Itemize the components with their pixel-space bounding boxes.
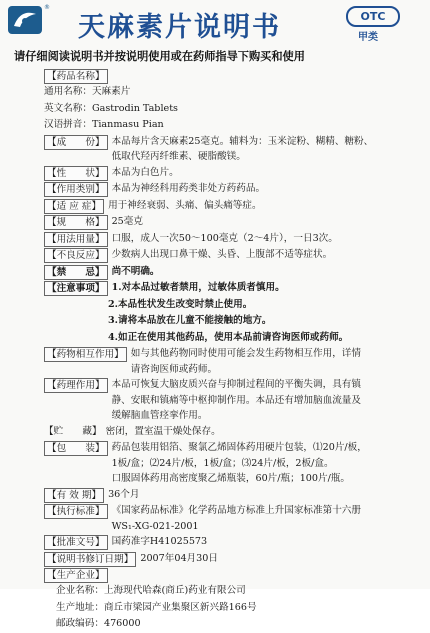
revision-label: 【说明书修订日期】 bbox=[44, 552, 136, 567]
specification-label: 【规 格】 bbox=[44, 215, 108, 230]
validity-label: 【有 效 期】 bbox=[44, 488, 104, 503]
contraindications-row bbox=[44, 264, 420, 281]
manufacturer-row bbox=[44, 567, 420, 583]
pharmacology-line-3: 缓解脑血管痉挛作用。 bbox=[111, 410, 208, 421]
category-label: 【作用类别】 bbox=[44, 182, 108, 197]
standard-value bbox=[108, 503, 420, 534]
ingredients-row bbox=[44, 134, 420, 165]
company-zip-label: 邮政编码： bbox=[56, 618, 104, 629]
package-line-3: 口服固体药用高密度聚乙烯瓶装，60片/瓶；100片/瓶。 bbox=[111, 473, 351, 484]
pharmacology-value bbox=[108, 377, 420, 424]
pinyin-value: Tianmasu Pian bbox=[91, 119, 164, 130]
dosage-row bbox=[44, 231, 420, 248]
validity-value: 36个月 bbox=[108, 488, 140, 500]
interactions-line-1: 如与其他药物同时使用可能会发生药物相互作用，详情 bbox=[130, 348, 361, 359]
precaution-item-1: 1.对本品过敏者禁用，过敏体质者慎用。 bbox=[111, 282, 285, 293]
manufacturer-label: 【生产企业】 bbox=[44, 568, 108, 583]
pinyin-label: 汉语拼音： bbox=[44, 119, 92, 130]
pharmacology-line-1: 本品可恢复大脑皮质兴奋与抑制过程间的平衡失调，具有镇 bbox=[111, 379, 361, 390]
adverse-value: 少数病人出现口鼻干燥、头昏、上腹部不适等症状。 bbox=[111, 249, 333, 260]
precaution-row-4 bbox=[44, 330, 420, 347]
precaution-item-2: 2.本品性状发生改变时禁止使用。 bbox=[108, 298, 253, 310]
company-address-value: 商丘市梁园产业集聚区新兴路166号 bbox=[103, 601, 257, 613]
specification-value: 25毫克 bbox=[111, 216, 143, 227]
standard-row bbox=[44, 503, 420, 534]
company-name-row bbox=[44, 583, 420, 600]
dosage-value: 口服，成人一次50～100毫克（2～4片），一日3次。 bbox=[111, 232, 338, 244]
package-value bbox=[108, 440, 420, 487]
package-row bbox=[44, 440, 420, 487]
standard-label: 【执行标准】 bbox=[44, 504, 108, 519]
spec-table bbox=[44, 68, 420, 633]
interactions-row bbox=[44, 346, 420, 377]
indications-row bbox=[44, 198, 420, 215]
approval-label: 【批准文号】 bbox=[44, 535, 108, 550]
company-address-row bbox=[44, 600, 420, 617]
company-logo bbox=[8, 6, 42, 34]
interactions-label: 【药物相互作用】 bbox=[44, 347, 127, 362]
storage-row bbox=[44, 424, 420, 441]
pharmacology-row bbox=[44, 377, 420, 424]
approval-row bbox=[44, 534, 420, 551]
storage-value: 密闭，置室温干燥处保存。 bbox=[105, 425, 221, 437]
pinyin-row bbox=[44, 117, 420, 134]
otc-category: 甲类 bbox=[358, 32, 378, 43]
appearance-value: 本品为白色片。 bbox=[111, 166, 179, 178]
company-address-label: 生产地址： bbox=[56, 601, 104, 613]
indications-label: 【适 应 症】 bbox=[44, 199, 104, 214]
ingredients-line-2: 低取代羟丙纤维素、硬脂酸镁。 bbox=[111, 151, 246, 162]
ingredients-line-1: 本品每片含天麻素25毫克。辅料为：玉米淀粉、糊精、糖粉、 bbox=[111, 135, 374, 147]
category-row bbox=[44, 181, 420, 198]
package-label: 【包 装】 bbox=[44, 441, 108, 456]
contraindications-label: 【禁 忌】 bbox=[44, 265, 108, 280]
ingredients-value bbox=[108, 134, 420, 165]
section-drug-name bbox=[44, 68, 420, 84]
generic-name-row bbox=[44, 84, 420, 101]
english-name-label: 英文名称： bbox=[44, 102, 92, 114]
company-name-label: 企业名称： bbox=[56, 585, 104, 596]
company-zip-row bbox=[44, 616, 420, 633]
package-line-2: 1板/盒；⑵24片/板，1板/盒；⑶24片/板，2板/盒。 bbox=[111, 457, 334, 469]
specification-row bbox=[44, 214, 420, 231]
precaution-row-2 bbox=[44, 297, 420, 314]
appearance-row bbox=[44, 165, 420, 182]
company-name-value: 上海现代哈森(商丘)药业有限公司 bbox=[103, 585, 246, 596]
category-value: 本品为神经科用药类非处方药药品。 bbox=[111, 183, 266, 194]
package-line-1: 药品包装用铝箔、聚氯乙烯固体药用硬片包装，⑴20片/板， bbox=[111, 442, 367, 453]
precaution-item-3: 3.请将本品放在儿童不能接触的地方。 bbox=[108, 315, 272, 326]
interactions-line-2: 请咨询医师或药师。 bbox=[130, 363, 218, 375]
validity-row bbox=[44, 487, 420, 504]
standard-line-2: WS₁-XG-021-2001 bbox=[111, 520, 199, 532]
standard-line-1: 《国家药品标准》化学药品地方标准上升国家标准第十六册 bbox=[111, 505, 361, 516]
interactions-value bbox=[127, 346, 420, 377]
precautions-label: 【注意事项】 bbox=[44, 281, 108, 296]
adverse-label: 【不良反应】 bbox=[44, 248, 108, 263]
drug-name-label: 【药品名称】 bbox=[44, 69, 108, 84]
indications-value: 用于神经衰弱、头痛、偏头痛等症。 bbox=[108, 199, 262, 211]
pharmacology-line-2: 静、安眠和镇痛等中枢抑制作用。本品还有增加脑血流量及 bbox=[111, 394, 361, 406]
company-zip-value: 476000 bbox=[103, 618, 141, 629]
english-name-value: Gastrodin Tablets bbox=[91, 102, 178, 114]
precautions-row bbox=[44, 280, 420, 297]
approval-value: 国药准字H41025573 bbox=[111, 536, 208, 547]
storage-label: 【贮 藏】 bbox=[44, 425, 102, 437]
document-title: 天麻素片说明书 bbox=[78, 12, 281, 43]
contraindications-value: 尚不明确。 bbox=[111, 265, 160, 277]
dosage-label: 【用法用量】 bbox=[44, 232, 108, 247]
precaution-row-3 bbox=[44, 313, 420, 330]
english-name-row bbox=[44, 101, 420, 118]
adverse-row bbox=[44, 247, 420, 264]
usage-warning: 请仔细阅读说明书并按说明使用或在药师指导下购买和使用 bbox=[14, 50, 305, 63]
otc-badge: OTC bbox=[346, 6, 400, 27]
precaution-item-4: 4.如正在使用其他药品，使用本品前请咨询医师或药师。 bbox=[108, 331, 349, 343]
appearance-label: 【性 状】 bbox=[44, 166, 108, 181]
generic-name-value: 天麻素片 bbox=[91, 86, 131, 97]
revision-value: 2007年04月30日 bbox=[140, 552, 218, 564]
pharmacology-label: 【药理作用】 bbox=[44, 378, 108, 393]
ingredients-label: 【成 份】 bbox=[44, 135, 108, 150]
generic-name-label: 通用名称： bbox=[44, 86, 92, 97]
registered-mark: ® bbox=[44, 4, 50, 11]
revision-row bbox=[44, 551, 420, 568]
leaflet-header bbox=[0, 0, 430, 44]
